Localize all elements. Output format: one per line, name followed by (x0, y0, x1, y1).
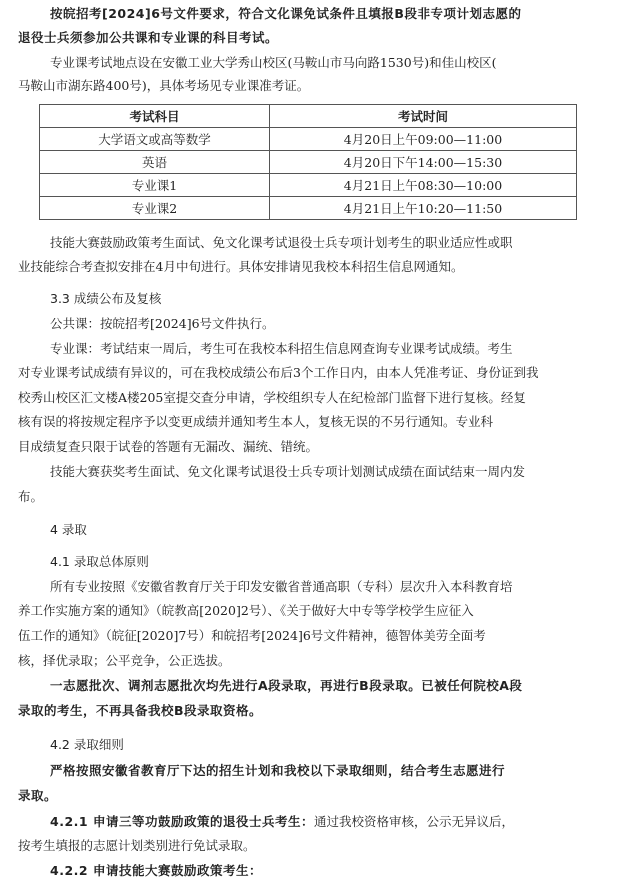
paragraph-line: 退役士兵须参加公共课和专业课的科目考试。 (18, 30, 279, 45)
paragraph-line: 所有专业按照《安徽省教育厅关于印发安徽省普通高职（专科）层次升入本科教育培 (50, 579, 513, 594)
paragraph-line: 布。 (18, 489, 44, 504)
paragraph-line: 录取的考生，不再具备我校B段录取资格。 (18, 703, 263, 718)
column-header: 考试科目 (40, 105, 270, 128)
column-header: 考试时间 (270, 105, 577, 128)
section-heading: 4.1 录取总体原则 (50, 554, 149, 569)
section-heading: 3.3 成绩公布及复核 (50, 291, 162, 306)
table-row (40, 151, 577, 174)
paragraph-line: 技能大赛鼓励政策考生面试、免文化课考试退役士兵专项计划考生的职业适应性或职 (50, 235, 513, 250)
subject-cell: 英语 (40, 151, 270, 174)
subject-cell: 专业课2 (40, 197, 270, 220)
paragraph-line: 录取。 (18, 788, 58, 803)
subsection-heading: 4.2.1 申请三等功鼓励政策的退役士兵考生： (50, 814, 314, 829)
paragraph-line: 伍工作的通知》（皖征[2020]7号）和皖招考[2024]6号文件精神，德智体美劳全面考 (18, 628, 486, 643)
paragraph-line: 校秀山校区汇文楼A楼205室提交查分申请，学校组织专人在纪检部门监督下进行复核。经复 (18, 390, 526, 405)
section-heading: 4 录取 (50, 522, 87, 537)
subsection-heading: 4.2.2 申请技能大赛鼓励政策考生： (50, 863, 262, 878)
paragraph-line: 技能大赛获奖考生面试、免文化课考试退役士兵专项计划测试成绩在面试结束一周内发 (50, 464, 526, 479)
paragraph-line: 对专业课考试成绩有异议的，可在我校成绩公布后3个工作日内，由本人凭准考证、身份证到我 (18, 365, 539, 380)
paragraph-line: 马鞍山市湖东路400号)，具体考场见专业课准考证。 (18, 78, 310, 93)
paragraph-line: 按皖招考[2024]6号文件要求，符合文化课免试条件且填报B段非专项计划志愿的 (50, 6, 522, 21)
table-row (40, 174, 577, 197)
paragraph-line: 一志愿批次、调剂志愿批次均先进行A段录取，再进行B段录取。已被任何院校A段 (50, 678, 523, 693)
paragraph-line: 按考生填报的志愿计划类别进行免试录取。 (18, 838, 256, 853)
paragraph-line: 核，择优录取；公平竞争，公正选拔。 (18, 653, 231, 668)
paragraph-line: 专业课：考试结束一周后，考生可在我校本科招生信息网查询专业课考试成绩。考生 (50, 341, 513, 356)
paragraph-line: 公共课：按皖招考[2024]6号文件执行。 (50, 316, 275, 331)
section-heading: 4.2 录取细则 (50, 737, 124, 752)
time-cell: 4月21日上午10:20—11:50 (270, 197, 577, 220)
table-header-row (40, 105, 577, 128)
paragraph-text: 通过我校资格审核，公示无异议后， (313, 814, 514, 829)
paragraph-line: 业技能综合考查拟安排在4月中旬进行。具体安排请见我校本科招生信息网通知。 (18, 259, 464, 274)
paragraph-line: 目成绩复查只限于试卷的答题有无漏改、漏统、错统。 (18, 439, 319, 454)
exam-schedule-table (39, 104, 577, 220)
paragraph-line: 养工作实施方案的通知》（皖教高[2020]2号）、《关于做好大中专等学校学生应征入 (18, 603, 474, 618)
time-cell: 4月20日下午14:00—15:30 (270, 151, 577, 174)
paragraph-line: 核有误的将按规定程序予以变更成绩并通知考生本人，复核无误的不另行通知。专业科 (18, 414, 494, 429)
paragraph-line (0, 812, 619, 832)
time-cell: 4月20日上午09:00—11:00 (270, 128, 577, 151)
table-row (40, 128, 577, 151)
paragraph-line: 严格按照安徽省教育厅下达的招生计划和我校以下录取细则，结合考生志愿进行 (50, 763, 506, 778)
paragraph-line: 专业课考试地点设在安徽工业大学秀山校区(马鞍山市马向路1530号)和佳山校区( (50, 55, 497, 70)
subject-cell: 专业课1 (40, 174, 270, 197)
subject-cell: 大学语文或高等数学 (40, 128, 270, 151)
time-cell: 4月21日上午08:30—10:00 (270, 174, 577, 197)
table-row (40, 197, 577, 220)
